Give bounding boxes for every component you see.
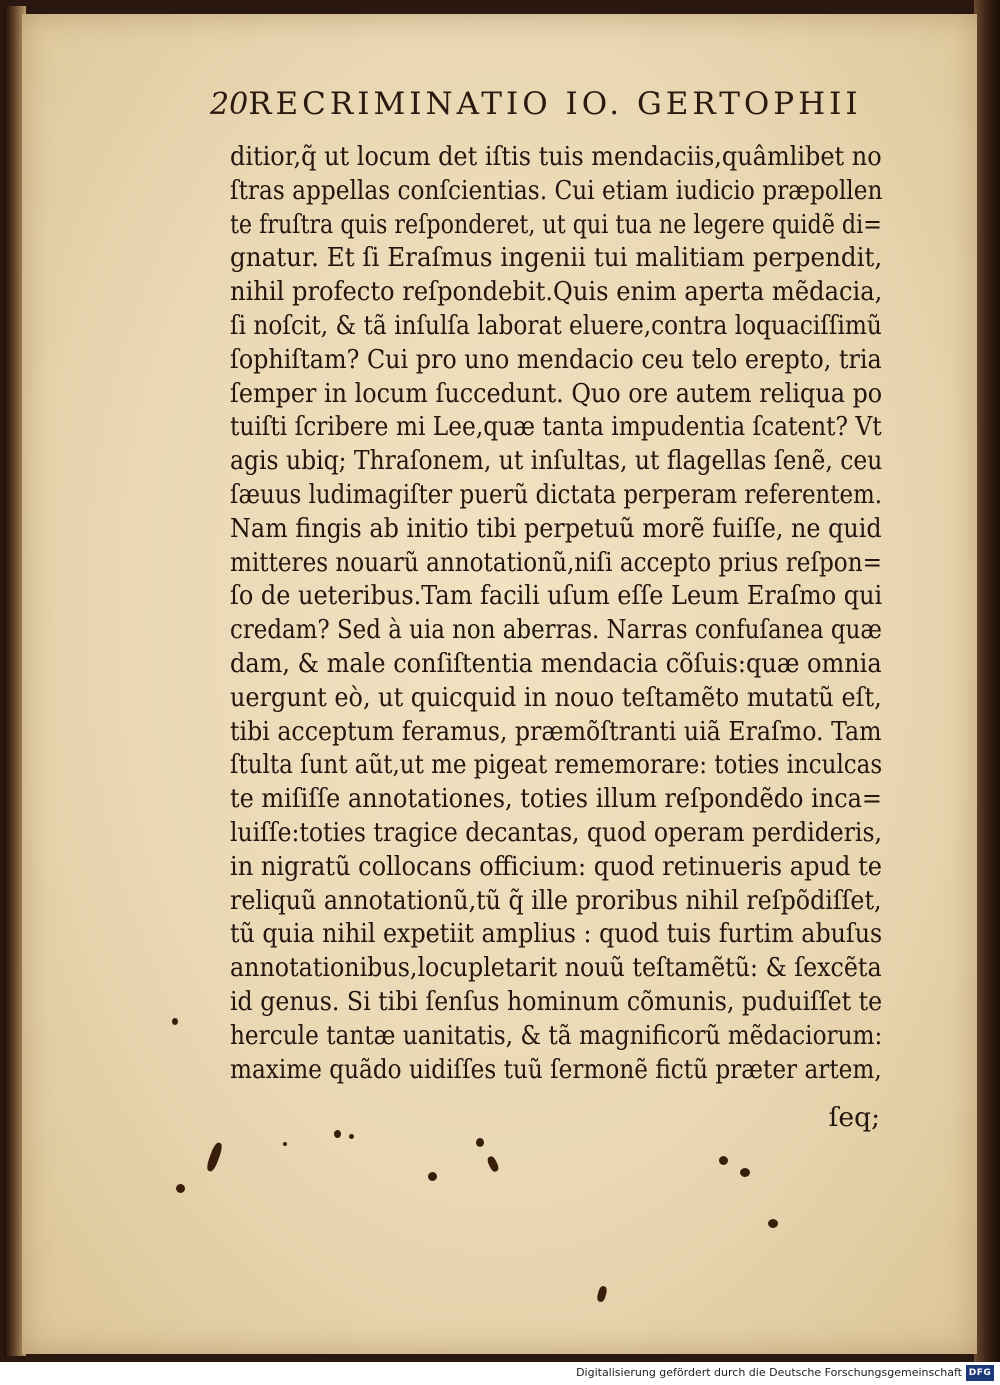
text-line: reliquũ annotationũ,tũ q̃ ille proribus nihil reſpõdiſſet, <box>230 884 882 916</box>
text-line: Nam fingis ab initio tibi perpetuũ morẽ fuiſſe, ne quid <box>230 512 882 544</box>
dfg-logo-icon: DFG <box>966 1365 994 1381</box>
text-line: ſtulta ſunt aũt,ut me pigeat rememorare: toties inculcas <box>230 749 883 781</box>
text-line: in nigratũ collocans officium: quod retinueris apud te <box>230 850 883 882</box>
ink-spot <box>428 1172 437 1181</box>
running-title: RECRIMINATIO IO. GERTOPHII <box>248 86 862 122</box>
text-line: maxime quãdo uidiſſes tuũ ſermonẽ fictũ præter artem, <box>230 1053 882 1085</box>
catchword: ſeq; <box>828 1102 880 1133</box>
text-line: hercule tantæ uanitatis, & tã magnificorũ mẽdaciorum: <box>230 1019 883 1051</box>
text-line: annotationibus,locupletarit nouũ teſtamẽtũ: & ſexcẽta <box>230 952 882 984</box>
text-line: ſophiſtam? Cui pro uno mendacio ceu telo erepto, tria <box>230 343 882 375</box>
text-line: ditior,q̃ ut locum det iſtis tuis mendaciis,quâmlibet no <box>230 141 882 172</box>
text-line: tũ quia nihil expetiit amplius : quod tuis furtim abuſus <box>230 918 883 950</box>
text-line: credam? Sed à uia non aberras. Narras confuſanea quæ <box>230 614 882 646</box>
text-line: dam, & male conſiſtentia mendacia cõſuis:quæ omnia <box>230 647 882 679</box>
book-edge-right <box>974 0 1000 1362</box>
text-line: ſtras appellas conſcientias. Cui etiam iudicio præpollen <box>230 174 883 206</box>
ink-spot <box>740 1168 750 1177</box>
ink-spot <box>349 1134 354 1139</box>
ink-spot <box>334 1130 341 1138</box>
ink-spot <box>176 1184 185 1193</box>
footer-credit: Digitalisierung gefördert durch die Deutsche Forschungsgemeinschaft <box>576 1366 962 1379</box>
text-line: tibi acceptum feramus, præmõſtranti uiã Eraſmo. Tam <box>230 715 882 747</box>
text-line: id genus. Si tibi ſenſus hominum cõmunis, puduiſſet te <box>230 985 883 1017</box>
footer-bar <box>0 1362 1000 1385</box>
ink-spot <box>719 1156 728 1165</box>
text-line: ſæuus ludimagiſter puerũ dictata perperam referentem. <box>230 478 883 510</box>
text-line: ſo de ueteribus.Tam facili uſum eſſe Leum Eraſmo qui <box>230 580 883 612</box>
text-line: te miſiſſe annotationes, toties illum reſpondẽdo inca= <box>230 783 882 815</box>
running-head <box>210 86 862 138</box>
ink-spot <box>283 1142 287 1146</box>
text-line: mitteres nouarũ annotationũ,niſi accepto prius reſpon= <box>230 546 882 578</box>
text-line: agis ubiq; Thraſonem, ut inſultas, ut flagellas ſenẽ, ceu <box>230 445 883 477</box>
page-number: 20 <box>210 87 249 122</box>
text-line: ſi noſcit, & tã inſulſa laborat eluere,contra loquaciſſimũ <box>230 309 882 341</box>
body-text <box>230 140 890 1086</box>
text-line: tuiſti ſcribere mi Lee,quæ tanta impudentia ſcatent? Vt <box>230 411 882 443</box>
ink-spot <box>476 1138 484 1147</box>
text-line: nihil profecto reſpondebit.Quis enim aperta mẽdacia, <box>230 276 883 308</box>
text-line: ſemper in locum ſuccedunt. Quo ore autem reliqua po <box>230 377 883 409</box>
ink-spot <box>172 1018 178 1025</box>
text-line: luiſſe:toties tragice decantas, quod operam perdideris, <box>230 816 882 848</box>
ink-spot <box>768 1219 778 1228</box>
text-line: te fruſtra quis reſponderet, ut qui tua ne legere quidẽ di= <box>230 208 882 240</box>
text-line: gnatur. Et ſi Eraſmus ingenii tui malitiam perpendit, <box>230 242 883 274</box>
text-line: uergunt eò, ut quicquid in nouo teſtamẽto mutatũ eſt, <box>230 681 882 713</box>
